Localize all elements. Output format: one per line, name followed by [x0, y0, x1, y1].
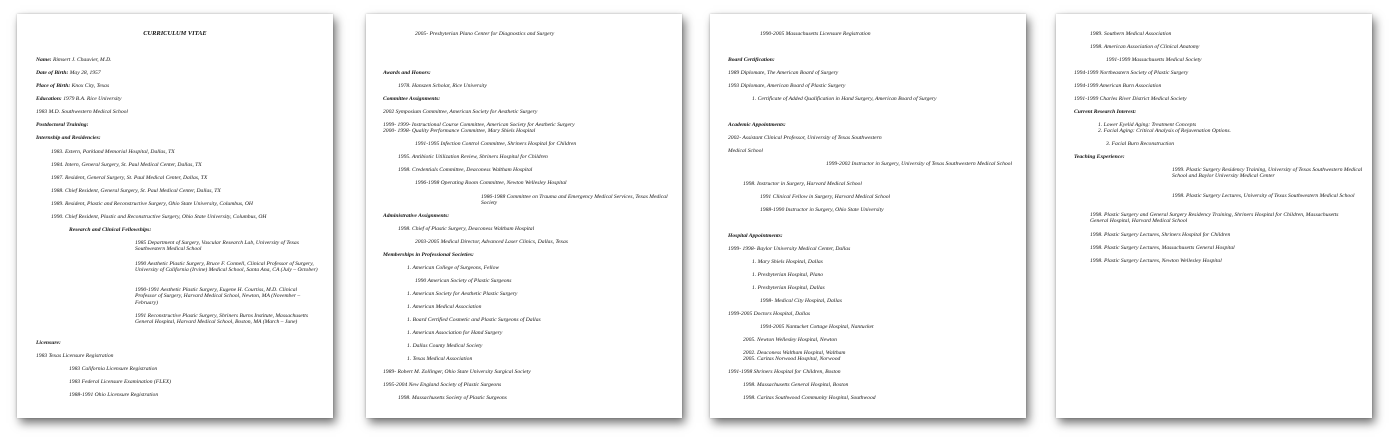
committee-heading: Committee Assignments: — [383, 96, 441, 102]
research-item: 2. Facial Aging: Critical Analysis of Rejuvenation Options. — [1098, 128, 1231, 134]
fellowship-item: 1990 Aesthetic Plastic Surgery, Bruce F. Connell, Clinical Professor of Surgery, University of California (Irvine) Medical School, Santa Ana, CA (July – October) — [135, 261, 318, 274]
cv-page-1 — [17, 14, 333, 418]
internship-item: 1987. Resident, General Surgery, St. Paul Medical Center, Dallas, TX — [51, 175, 208, 181]
research-heading: Current Research Interest: — [1074, 109, 1137, 115]
teaching-item: 1998. Plastic Surgery Lectures, Massachusetts General Hospital — [1090, 245, 1235, 251]
name-line — [36, 57, 112, 63]
education-value-1: 1979 B.A. Rice University — [63, 96, 122, 102]
membership-item: 1. American College of Surgeons, Fellow — [407, 265, 500, 271]
cv-page-4 — [1056, 14, 1372, 418]
academic-item: 1999-2002 Instructor in Surgery, University of Texas Southwestern Medical School — [826, 161, 1013, 167]
hospital-item: 1. Presbyterian Hospital, Dallas — [752, 285, 825, 291]
board-item: 1993 Diplomate, American Board of Plastic Surgery — [728, 83, 846, 89]
education-label: Education: — [36, 96, 62, 102]
hospital-item: 1999-2005 Doctors Hospital, Dallas — [728, 311, 811, 317]
fellowship-item: 1991 Reconstructive Plastic Surgery, Shriners Burns Institute, Massachusetts General Hospital, Harvard Medical School, Boston, MA (March – June) — [135, 313, 309, 326]
association-item: 1991-1999 Massachusetts Medical Society — [1106, 57, 1202, 63]
hospital-item: 1998. Massachusetts General Hospital, Boston — [743, 382, 849, 388]
committee-item: 2000- 1998- Quality Performance Committee, Mary Shiels Hospital — [383, 128, 536, 134]
hospital-item: 1991-1998 Shriners Hospital for Children, Boston — [728, 369, 841, 375]
licensure-item: 1988-1991 Ohio Licensure Registration — [69, 392, 159, 398]
academic-item: 1988-1990 Instructor in Surgery, Ohio State University — [760, 207, 884, 213]
name-label: Name: — [36, 57, 52, 63]
pob-label: Place of Birth: — [36, 83, 71, 89]
teaching-heading: Teaching Experience: — [1074, 154, 1125, 160]
admin-item: 2003-2005 Medical Director, Advanced Laser Clinics, Dallas, Texas — [415, 239, 568, 245]
massachusetts-licensure-line: 1990-2005 Massachusetts Licensure Registration — [760, 31, 871, 37]
teaching-item: 1998. Plastic Surgery and General Surgery Residency Training, Shriners Hospital for Children, Massachusetts General Hospital, Harvard Medical School — [1090, 212, 1339, 225]
admin-item: 1998. Chief of Plastic Surgery, Deaconess Waltham Hospital — [398, 226, 535, 232]
association-item: 1994-1999 American Burn Association — [1074, 83, 1162, 89]
dob-value: May 28, 1957 — [69, 70, 101, 76]
committee-item: 1991-1995 Infection Control Committee, Shriners Hospital for Children — [415, 141, 577, 147]
award-item: 1978. Hanszen Scholar, Rice University — [398, 83, 487, 89]
membership-item: 1. American Society for Aesthetic Plastic Surgery — [407, 291, 518, 297]
name-value: Rimsert J. Chauvier, M.D. — [52, 57, 112, 63]
internship-item: 1989. Resident, Plastic and Reconstructive Surgery, Ohio State University, Columbus, OH — [51, 201, 253, 207]
fellowship-item: 1990-1991 Aesthetic Plastic Surgery, Eugene H. Courtiss, M.D. Clinical Professor of Surgery, Harvard Medical School, Newton, MA (November – February) — [135, 287, 301, 306]
membership-item: 1. American Medical Association — [407, 304, 482, 310]
cv-page-2 — [366, 14, 682, 418]
internship-item: 1990. Chief Resident, Plastic and Reconstructive Surgery, Ohio State University, Columbus, OH — [51, 214, 267, 220]
membership-item: 1. American Association for Hand Surgery — [407, 330, 503, 336]
membership-item: 1. Board Certified Cosmetic and Plastic Surgeons of Dallas — [407, 317, 541, 323]
association-item: 1989. Southern Medical Association — [1090, 31, 1172, 37]
membership-item: 1989- Robert M. Zollinger, Ohio State University Surgical Society — [383, 369, 531, 375]
postdoc-heading: Postdoctoral Training: — [36, 122, 89, 128]
pob-line — [36, 83, 109, 89]
hospital-item: 2005. Newton Wellesley Hospital, Newton — [743, 337, 837, 343]
committee-item: 1986-1988 Committee on Trauma and Emergency Medical Services, Texas Medical Society — [481, 194, 668, 207]
memberships-heading: Memberships in Professional Societies: — [383, 252, 474, 258]
fellowship-item: 1985 Department of Surgery, Vascular Research Lab, University of Texas Southwestern Medical School — [135, 240, 299, 253]
dob-label: Date of Birth: — [36, 70, 69, 76]
committee-item: 1998. Credentials Committee, Deaconess Waltham Hospital — [398, 167, 533, 173]
admin-heading: Administrative Assignments: — [383, 213, 450, 219]
internship-item: 1988. Chief Resident, General Surgery, St. Paul Medical Center, Dallas, TX — [51, 188, 221, 194]
hospital-item: 1998- Medical City Hospital, Dallas — [760, 298, 842, 304]
licensure-item: 1983 Texas Licensure Registration — [36, 353, 114, 359]
academic-heading: Academic Appointments: — [728, 122, 786, 128]
membership-item: 1990 American Society of Plastic Surgeons — [415, 278, 512, 284]
committee-item: 2002 Symposium Committee, American Society for Aesthetic Surgery — [383, 109, 538, 115]
teaching-item: 1999. Plastic Surgery Residency Training, University of Texas Southwestern Medical School and Baylor University Medical Center — [1172, 167, 1363, 180]
education-value-2: 1983 M.D. Southwestern Medical School — [36, 109, 128, 115]
dob-line — [36, 70, 101, 76]
fellowships-heading: Research and Clinical Fellowships: — [69, 227, 152, 233]
committee-item: 1995. Antibiotic Utilization Review, Shriners Hospital for Children — [398, 154, 548, 160]
committee-item: 1996-1998 Operating Room Committee, Newton Wellesley Hospital — [415, 180, 567, 186]
hospital-item: 1999- 1998- Baylor University Medical Center, Dallas — [728, 246, 851, 252]
hospital-item: 1. Mary Shiels Hospital, Dallas — [752, 259, 823, 265]
teaching-item: 1998. Plastic Surgery Lectures, University of Texas Southwestern Medical School — [1172, 193, 1355, 199]
cv-title: CURRICULUM VITAE — [143, 30, 207, 37]
internship-item: 1984. Intern, General Surgery, St. Paul Medical Center, Dallas, TX — [51, 162, 202, 168]
hospital-item: 2005. Caritas Norwood Hospital, Norwood — [743, 356, 841, 362]
licensure-heading: Licensure: — [36, 340, 61, 346]
academic-item: 1991 Clinical Fellow in Surgery, Harvard Medical School — [760, 194, 891, 200]
awards-heading: Awards and Honors: — [383, 70, 431, 76]
membership-item: 1. Dallas County Medical Society — [407, 343, 483, 349]
licensure-item: 1983 Federal Licensure Examination (FLEX) — [69, 379, 172, 385]
plano-center-line: 2005- Presbyterian Plano Center for Diagnostics and Surgery — [415, 31, 555, 37]
internship-item: 1983. Extern, Parkland Memorial Hospital, Dallas, TX — [51, 149, 175, 155]
board-item: 1. Certificate of Added Qualification in Hand Surgery, American Board of Surgery — [752, 96, 937, 102]
research-item: 1. Lower Eyelid Aging: Treatment Concepts — [1098, 122, 1197, 128]
teaching-item: 1998. Plastic Surgery Lectures, Newton Wellesley Hospital — [1090, 258, 1222, 264]
licensure-item: 1983 California Licensure Registration — [69, 366, 158, 372]
academic-item: Medical School — [728, 148, 763, 154]
board-heading: Board Certification: — [728, 57, 775, 63]
board-item: 1989 Diplomate, The American Board of Surgery — [728, 70, 839, 76]
committee-item: 1999- 1999- Instructional Course Committee, American Society for Aesthetic Surgery — [383, 122, 575, 128]
hospital-heading: Hospital Appointments: — [728, 233, 783, 239]
hospital-item: 1. Presbyterian Hospital, Plano — [752, 272, 824, 278]
pob-value: Knox City, Texas — [71, 83, 110, 89]
hospital-item: 1994-2005 Nantucket Cottage Hospital, Nantucket — [760, 324, 874, 330]
hospital-item: 1998. Caritas Southwood Community Hospital, Southwood — [743, 395, 876, 401]
teaching-item: 1998. Plastic Surgery Lectures, Shriners Hospital for Children — [1090, 232, 1231, 238]
membership-item: 1995-2004 New England Society of Plastic Surgeons — [383, 382, 502, 388]
education-line — [36, 96, 121, 102]
hospital-item: 2002. Deaconess Waltham Hospital, Waltham — [743, 350, 846, 356]
research-item: 3. Facial Burn Reconstruction — [1106, 141, 1175, 147]
association-item: 1998. American Association of Clinical Anatomy — [1090, 44, 1200, 50]
association-item: 1994-1999 Northeastern Society of Plastic Surgery — [1074, 70, 1189, 76]
association-item: 1991-1999 Charles River District Medical Society — [1074, 96, 1187, 102]
academic-item: 1998. Instructor in Surgery, Harvard Medical School — [743, 181, 862, 187]
internship-heading: Internship and Residencies: — [36, 135, 101, 141]
membership-item: 1998. Massachusetts Society of Plastic Surgeons — [398, 395, 507, 401]
cv-page-3 — [710, 14, 1026, 418]
academic-item: 2002- Assistant Clinical Professor, University of Texas Southwestern — [728, 135, 882, 141]
membership-item: 1. Texas Medical Association — [407, 356, 473, 362]
